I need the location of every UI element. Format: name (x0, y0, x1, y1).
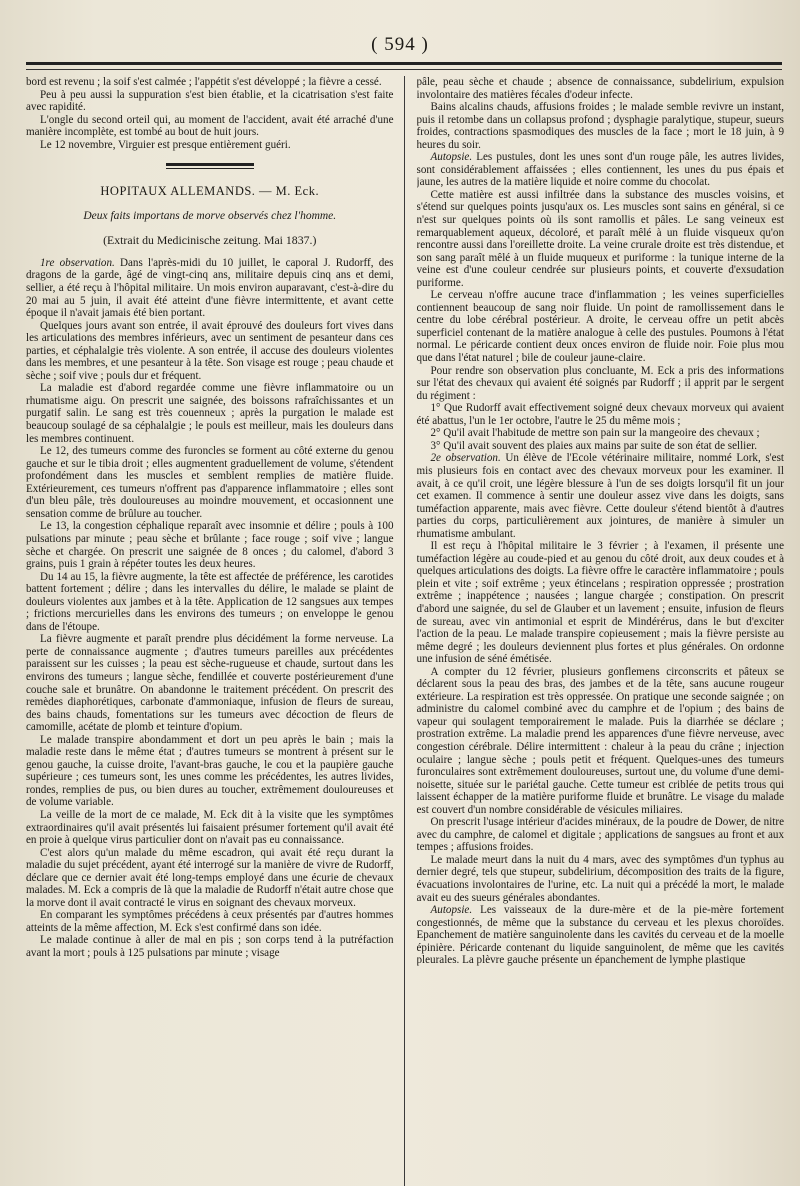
paragraph: La veille de la mort de ce malade, M. Eck dit à la visite que les symptômes extraordinaires qu'il avait présentés lui faisaient présumer fortement qu'il avait été en proie à quelque virus particulier dont on n'avait pas eu connaissance. (26, 808, 394, 847)
section-title: HOPITAUX ALLEMANDS. — M. Eck. (100, 184, 320, 199)
paragraph: L'ongle du second orteil qui, au moment de l'accident, avait été arraché d'une manière incomplète, est tombé au bout de huit jours. (26, 113, 394, 139)
autopsy-2-paragraph (417, 904, 785, 967)
paragraph: Le 12 novembre, Virguier est presque entièrement guéri. (40, 138, 291, 151)
paragraph: C'est alors qu'un malade du même escadron, qui avait été reçu durant la maladie du sujet précédent, ayant été interrogé sur la manière de vivre de Rudorff, déclare que ce dernier avait été long-temps employé dans une écurie de chevaux malades. M. Eck a compris de là que la maladie de Rudorff n'était autre chose que la morve dont il avait contracté le virus en soignant des chevaux morveux. (26, 846, 394, 909)
observation-label: 2e observation. (430, 452, 501, 465)
paragraph: Quelques jours avant son entrée, il avait éprouvé des douleurs fort vives dans les articulations des membres inférieurs, avec un sentiment de pesanteur dans ces parties, et céphalalgie très violente. A son entrée, il accuse des douleurs violentes dans les membres, et une pesanteur à la tête. Son visage est rouge ; peau chaude et sèche ; soif vive ; pouls dur et fréquent. (26, 319, 394, 382)
paragraph: La maladie est d'abord regardée comme une fièvre inflammatoire ou un rhumatisme aigu. On prescrit une saignée, des boissons rafraîchissantes et un purgatif salin. Le sang est très couenneux ; après la purgation le malade est beaucoup soulagé de sa céphalalgie ; le pouls est meilleur, mais les douleurs dans les membres continuent. (26, 382, 394, 445)
observation-text: Dans l'après-midi du 10 juillet, le caporal J. Rudorff, des dragons de la garde, âgé de vingt-cinq ans, militaire depuis cinq ans et demi, sellier, a été reçu à l'hôpital militaire. Un mois environ auparavant, c'est-à-dire du 20 mai au 5 juin, il avait été atteint d'une fièvre intermittente, et avant cette époque il n'avait jamais été bien portant. (26, 256, 394, 320)
paragraph: Le malade meurt dans la nuit du 4 mars, avec des symptômes d'un typhus au dernier degré, tels que stupeur, subdelirium, décomposition des traits de la figure, évacuations involontaires de l'urine, etc. La nuit qui a précédé la mort, le malade avait eu des sueurs générales abondantes. (416, 853, 784, 904)
section-separator (166, 163, 254, 169)
list-item: 1° Que Rudorff avait effectivement soigné deux chevaux morveux qui avaient été abattus, l'un le 1er octobre, l'autre le 25 du même mois ; (416, 402, 784, 427)
page-number: ( 594 ) (371, 34, 429, 55)
paragraph: Peu à peu aussi la suppuration s'est bien établie, et la cicatrisation s'est faite avec rapidité. (26, 88, 394, 114)
right-column (417, 76, 785, 1186)
observation-2-paragraph (417, 452, 785, 540)
article-columns (26, 76, 784, 1186)
section-source: (Extrait du Medicinische zeitung. Mai 1837.) (103, 233, 317, 248)
paragraph: bord est revenu ; la soif s'est calmée ; l'appétit s'est développé ; la fièvre a cessé. (26, 76, 382, 88)
autopsy-text: Les vaisseaux de la dure-mère et de la pie-mère fortement congestionnés, de même que la substance du cerveau et les plexus choroïdes. Epanchement de matière sanguinolente dans les cavités du cerveau et de la moelle épinière. Péricarde contenant du liquide sanguinolent, de même que les cavités pleurales. La plèvre gauche présente un épanchement de lymphe plastique (416, 904, 784, 967)
paragraph: Le 13, la congestion céphalique reparaît avec insomnie et délire ; pouls à 100 pulsations par minute ; peau sèche et brûlante ; face rouge ; soif vive ; langue sèche et chargée. On prescrit une saignée de 8 onces ; du calomel, d'abord 3 grains, puis 1 grain à répéter toutes les deux heures. (26, 520, 394, 571)
paragraph: Bains alcalins chauds, affusions froides ; le malade semble revivre un instant, puis il retombe dans un collapsus profond ; dysphagie paralytique, stupeur, sueurs froides, contractions spasmodiques des muscles de la face ; mort le 18 juin, à 9 heures du soir. (416, 101, 784, 151)
paragraph: Le malade continue à aller de mal en pis ; son corps tend à la putréfaction avant la mort ; pouls à 125 pulsations par minute ; visage (26, 934, 394, 959)
paragraph: Le cerveau n'offre aucune trace d'inflammation ; les veines superficielles contiennent beaucoup de sang noir fluide. Un point de ramollissement dans le centre du lobe cérébral postérieur. A droite, le cerveau offre un petit abcès superficiel contenant de la matière analogue à celle des pustules. Poumons à l'état normal. Le péricarde contient deux onces environ de fluide noir. Foie plus mou que dans l'état naturel ; bile de couleur jaune-claire. (416, 289, 784, 365)
left-column (26, 76, 405, 1186)
section-subtitle: Deux faits importans de morve observés chez l'homme. (83, 209, 337, 222)
autopsy-label: Autopsie. (430, 904, 473, 917)
list-item: 2° Qu'il avait l'habitude de mettre son pain sur la mangeoire des chevaux ; (430, 427, 760, 440)
paragraph: Le 12, des tumeurs comme des furoncles se forment au côté externe du genou gauche et sur le tibia droit ; elles augmentent graduellement de volume, s'étendent profondément dans les muscles et semblent remplies de matière fluide. Extérieurement, ces tumeurs n'offrent pas d'apparence inflammatoire ; elles sont d'un bleu pâle, très douloureuses au moindre mouvement, et occasionnent une sensation comme de brûlure au toucher. (26, 445, 394, 520)
paragraph: La fièvre augmente et paraît prendre plus décidément la forme nerveuse. La perte de connaissance augmente ; d'autres tumeurs pareilles aux précédentes paraissent sur les cuisses ; la peau est sèche-rugueuse et chaude, surtout dans les environs des tumeurs ; langue sèche, fendillée et couverte postérieurement d'une couche sale et brunâtre. On abandonne le traitement précédent. On prescrit des remèdes diaphorétiques, carbonate d'ammoniaque, infusion de fleurs de sureau, des bains chauds, fomentations sur les tumeurs avec décoction de fleurs de camomille, acétate de plomb et teinture d'opium. (26, 633, 394, 734)
paragraph: pâle, peau sèche et chaude ; absence de connaissance, subdelirium, expulsion involontaire des matières fécales d'odeur infecte. (416, 76, 784, 101)
list-item: 3° Qu'il avait souvent des plaies aux mains par suite de son état de sellier. (430, 439, 758, 452)
paragraph: Du 14 au 15, la fièvre augmente, la tête est affectée de préférence, les carotides battent fortement ; délire ; dans les intervalles du délire, le malade se plaint de douleurs violentes aux jambes et à la tête. Application de 12 sangsues aux tempes ; frictions mercurielles dans les environs des tumeurs ; on enveloppe le genou dans de l'étoupe. (26, 570, 394, 633)
observation-text: Un élève de l'Ecole vétérinaire militaire, nommé Lork, s'est mis plusieurs fois en contact avec des chevaux morveux pour les examiner. Il avait, à ce qu'il croit, une légère blessure à l'un de ses doigts lorsqu'il fit un jour cet examen. Il commence à sentir une douleur assez vive dans les doigts, sans tuméfaction apparente, mais avec fièvre. Cette douleur s'étend bientôt à d'autres parties du corps, particulièrement aux jointures, de manière à simuler un rhumatisme ambulant. (416, 452, 784, 540)
paragraph: On prescrit l'usage intérieur d'acides minéraux, de la poudre de Dower, de nitre avec du camphre, de calomel et digitale ; applications de sangsues au front et aux tempes ; affusions froides. (416, 816, 784, 854)
autopsy-1-paragraph (417, 151, 785, 189)
autopsy-label: Autopsie. (430, 151, 473, 164)
observation-1-paragraph (26, 257, 394, 320)
autopsy-text: Les pustules, dont les unes sont d'un rouge pâle, les autres livides, sont considérablement affaissées ; elles contiennent, les unes du pus épais et jaune, les autres de la matière liquide et noire comme du chocolat. (416, 151, 784, 189)
paragraph: Il est reçu à l'hôpital militaire le 3 février ; à l'examen, il présente une tuméfaction légère au coude-pied et au genou du côté droit, aux deux coudes et à quelques articulations des doigts. La fièvre offre le caractère inflammatoire ; pouls plein et vite ; soif extrême ; yeux étincelans ; respiration oppressée ; prostration extrême ; inappétence ; nausées ; langue chargée ; constipation. On prescrit d'abord une saignée, du sel de Glauber et un lavement ; ensuite, infusion de fleurs de sureau, avec vin antimonial et esprit de Mindérérus, dans le but d'exciter l'action de la peau. Le malade transpire copieusement ; mais la fièvre persiste au même degré ; les douleurs deviennent plus fortes et plus générales. On ordonne une infusion de séné émétisée. (416, 540, 784, 666)
top-rule (26, 62, 782, 70)
paragraph: Cette matière est aussi infiltrée dans la substance des muscles voisins, et s'étend sur quelques points jusqu'aux os. Les muscles sont sains en général, si ce n'est sur quelques points où ils sont ramollis et pâles. Le sang veineux est remarquablement aqueux, décoloré, et paraît mêlé à un fluide visqueux qu'on rencontre aussi dans l'oreillette droite. La veine crurale droite est très distendue, et son sang paraît mêlé à un fluide muqueux et puriforme : la tunique interne de la veine est d'une couleur cendrée sur plusieurs points, et couverte d'exsudation puriforme. (416, 188, 784, 289)
paragraph: A compter du 12 février, plusieurs gonflemens circonscrits et pâteux se déclarent sous la peau des bras, des jambes et de la tête, sans aucune rougeur extérieure. La respiration est très oppressée. On pratique une seconde saignée ; on administre du calomel combiné avec du camphre et de l'opium ; des bains de vapeur qui soulagent temporairement le malade. Puis la diarrhée se déclare ; prostration extrême. La maladie prend les apparences d'une fièvre nerveuse, avec congestion cérébrale. Délire intermittent : chaleur à la peau du crâne ; injection oculaire ; langue sèche ; pouls petit et fréquent. Quelques-unes des tumeurs furonculaires sont extrêmement douloureuses, surtout une, du volume d'une demi-noisette, située sur le pariétal gauche. Cette tumeur est criblée de petits trous qui laissent échapper de la matière puriforme fluide et brunâtre. Le visage du malade est couvert d'un nombre considérable de vésicules miliaires. (416, 665, 784, 816)
paragraph: Pour rendre son observation plus concluante, M. Eck a pris des informations sur l'état des chevaux qui avaient été soignés par Rudorff ; il apprit par le sergent du régiment : (416, 364, 784, 402)
observation-label: 1re observation. (40, 256, 115, 269)
paragraph: Le malade transpire abondamment et dort un peu après le bain ; mais la maladie reste dans le même état ; d'autres tumeurs se montrent à présent sur le genou gauche, la cuisse droite, l'avant-bras gauche, le cou et la paupière gauche supérieure ; ces tumeurs sont, les unes comme les précédentes, les autres livides, rondes, remplies de pus, ou bien dures au toucher, extrêmement douloureuses et de volume variable. (26, 733, 394, 809)
paragraph: En comparant les symptômes précédens à ceux présentés par d'autres hommes atteints de la même affection, M. Eck s'est confirmé dans son idée. (26, 909, 394, 934)
